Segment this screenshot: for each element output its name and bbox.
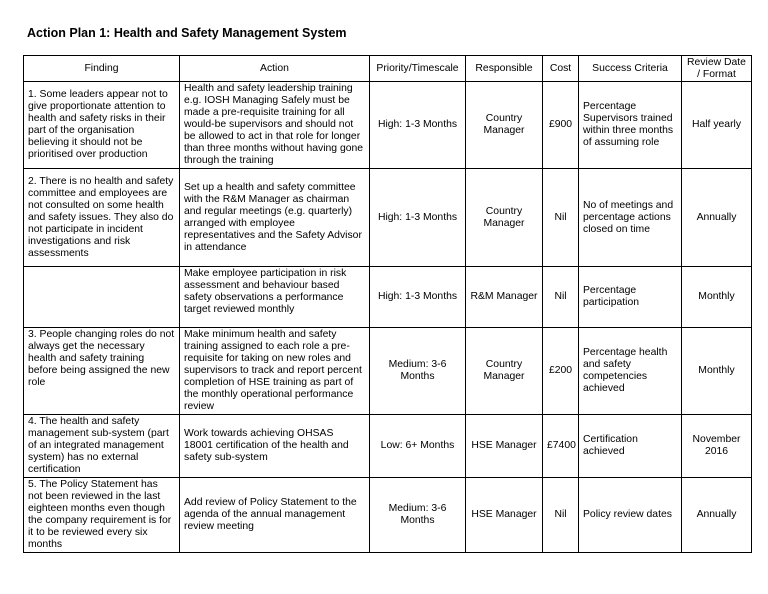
responsible-cell: HSE Manager (466, 478, 543, 553)
responsible-cell: HSE Manager (466, 415, 543, 478)
success-criteria-cell: Policy review dates (579, 478, 682, 553)
cost-cell: £900 (543, 82, 579, 169)
priority-cell: High: 1-3 Months (370, 267, 466, 328)
table-row (24, 82, 752, 169)
priority-cell: Medium: 3-6 Months (370, 478, 466, 553)
priority-cell: Medium: 3-6 Months (370, 328, 466, 415)
review-cell: Half yearly (682, 82, 752, 169)
table-row (24, 415, 752, 478)
cost-cell: Nil (543, 478, 579, 553)
responsible-cell: Country Manager (466, 169, 543, 267)
header-responsible: Responsible (466, 56, 543, 82)
finding-cell: 3. People changing roles do not always get the necessary health and safety training before being assigned the new role (24, 328, 180, 415)
finding-cell: 5. The Policy Statement has not been reviewed in the last eighteen months even though the company requirement is for it to be reviewed every six months (24, 478, 180, 553)
priority-cell: High: 1-3 Months (370, 169, 466, 267)
header-cost: Cost (543, 56, 579, 82)
action-cell: Make employee participation in risk assessment and behaviour based safety observations a performance target reviewed monthly (180, 267, 370, 328)
table-header-row (24, 56, 752, 82)
success-criteria-cell: Percentage participation (579, 267, 682, 328)
header-success-criteria: Success Criteria (579, 56, 682, 82)
action-cell: Make minimum health and safety training assigned to each role a pre-requisite for taking on new roles and supervisors to track and report percent completion of HSE training as part of the monthly operational performance review (180, 328, 370, 415)
header-priority: Priority/Timescale (370, 56, 466, 82)
review-cell: Monthly (682, 328, 752, 415)
finding-cell: 2. There is no health and safety committee and employees are not consulted on some health and safety issues. They also do not participate in incident investigations and risk assessments (24, 169, 180, 267)
finding-cell: 1. Some leaders appear not to give proportionate attention to health and safety risks in their part of the organisation believing it should not be prioritised over production (24, 82, 180, 169)
success-criteria-cell: Certification achieved (579, 415, 682, 478)
header-review-date: Review Date / Format (682, 56, 752, 82)
table-row (24, 478, 752, 553)
header-finding: Finding (24, 56, 180, 82)
responsible-cell: R&M Manager (466, 267, 543, 328)
action-cell: Work towards achieving OHSAS 18001 certification of the health and safety sub-system (180, 415, 370, 478)
cost-cell: Nil (543, 267, 579, 328)
table-row (24, 267, 752, 328)
success-criteria-cell: Percentage Supervisors trained within three months of assuming role (579, 82, 682, 169)
priority-cell: Low: 6+ Months (370, 415, 466, 478)
cost-cell: Nil (543, 169, 579, 267)
cost-cell: £200 (543, 328, 579, 415)
finding-cell: 4. The health and safety management sub-system (part of an integrated management system) has no external certification (24, 415, 180, 478)
action-cell: Add review of Policy Statement to the agenda of the annual management review meeting (180, 478, 370, 553)
action-plan-table (23, 55, 752, 553)
review-cell: Monthly (682, 267, 752, 328)
action-cell: Health and safety leadership training e.g. IOSH Managing Safely must be made a pre-requisite training for all would-be supervisors and should not be allowed to act in that role for longer than three months without having gone through the training (180, 82, 370, 169)
page-title: Action Plan 1: Health and Safety Management System (27, 26, 347, 40)
priority-cell: High: 1-3 Months (370, 82, 466, 169)
success-criteria-cell: Percentage health and safety competencies achieved (579, 328, 682, 415)
header-action: Action (180, 56, 370, 82)
review-cell: Annually (682, 169, 752, 267)
finding-cell (24, 267, 180, 328)
responsible-cell: Country Manager (466, 82, 543, 169)
cost-cell: £7400 (543, 415, 579, 478)
table-row (24, 328, 752, 415)
table-row (24, 169, 752, 267)
review-cell: November 2016 (682, 415, 752, 478)
review-cell: Annually (682, 478, 752, 553)
responsible-cell: Country Manager (466, 328, 543, 415)
success-criteria-cell: No of meetings and percentage actions closed on time (579, 169, 682, 267)
action-cell: Set up a health and safety committee with the R&M Manager as chairman and regular meetings (e.g. quarterly) arranged with employee representatives and the Safety Advisor in attendance (180, 169, 370, 267)
